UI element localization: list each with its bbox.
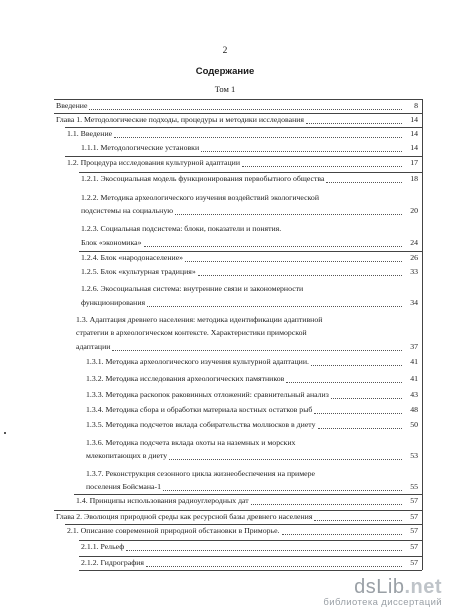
toc-entry-title: 1.2. Процедура исследования культурной адаптации: [67, 158, 241, 167]
toc-entry-page: 57: [410, 512, 418, 521]
leader-dots: [314, 510, 402, 521]
watermark: [323, 576, 442, 608]
toc-entry-page: 43: [410, 390, 418, 399]
toc-entry-title: 1.3. Адаптация древнего населения: методика идентификации адаптивной: [76, 315, 323, 324]
toc-entry-title: 1.3.5. Методика подсчетов вклада собирательства моллюсков в диету: [86, 420, 316, 429]
row-rule: [65, 524, 422, 525]
toc-entry-page: 50: [410, 420, 418, 429]
toc-entry-page: 14: [410, 115, 418, 124]
row-rule: [79, 540, 422, 541]
leader-dots: [126, 540, 402, 551]
leader-dots: [242, 156, 402, 167]
leader-dots: [251, 494, 402, 505]
toc-entry-page: 37: [410, 342, 418, 351]
toc-entry-title: 1.2.5. Блок «культурная традиция»: [81, 267, 196, 276]
toc-heading: Содержание: [195, 66, 255, 77]
toc-entry-page: 14: [410, 129, 418, 138]
leader-dots: [163, 480, 402, 491]
leader-dots: [169, 449, 402, 460]
volume-label: Том 1: [214, 84, 236, 94]
leader-dots: [147, 296, 402, 307]
toc-entry-title: Введение: [56, 101, 88, 110]
page-number: 2: [222, 46, 228, 56]
toc-entry-page: 18: [410, 174, 418, 183]
leader-dots: [326, 172, 402, 183]
toc-entry-title: Блок «экономика»: [81, 238, 142, 247]
toc-entry-title: 2.1.1. Рельеф: [81, 542, 125, 551]
toc-entry-title: стратегии в археологическом контексте. Характеристики приморской: [76, 328, 307, 337]
watermark-subtitle: библиотека диссертаций: [323, 597, 442, 608]
leader-dots: [331, 388, 402, 399]
toc-entry-page: 48: [410, 405, 418, 414]
leader-dots: [311, 355, 402, 366]
toc-entry-title: Глава 2. Эволюция природной среды как ресурсной базы древнего населения: [56, 512, 313, 521]
toc-entry-title: функционирования: [81, 298, 146, 307]
leader-dots: [185, 251, 402, 262]
toc-entry-page: 53: [410, 451, 418, 460]
toc-entry-page: 20: [410, 206, 418, 215]
leader-dots: [198, 265, 402, 276]
row-rule: [79, 251, 422, 252]
toc-entry-title: 1.2.6. Экосоциальная система: внутренние связи и закономерности: [81, 284, 304, 293]
row-rule: [54, 510, 422, 511]
toc-entry-title: млекопитающих в диету: [86, 451, 168, 460]
toc-entry-page: 26: [410, 253, 418, 262]
toc-entry-page: 33: [410, 267, 418, 276]
toc-entry-title: подсистемы на социальную: [81, 206, 174, 215]
toc-entry-title: поселения Бойсмана-1: [86, 482, 161, 491]
leader-dots: [114, 127, 402, 138]
leader-dots: [201, 141, 402, 152]
row-rule: [54, 113, 422, 114]
toc-entry-page: 14: [410, 143, 418, 152]
toc-entry-title: 1.3.6. Методика подсчета вклада охоты на наземных и морских: [86, 438, 296, 447]
toc-entry-title: 1.2.1. Экосоциальная модель функционирования первобытного общества: [81, 174, 325, 183]
leader-dots: [144, 236, 403, 247]
row-rule: [65, 156, 422, 157]
toc-entry-title: 1.2.3. Социальная подсистема: блоки, показатели и понятия.: [81, 224, 282, 233]
row-rule: [79, 570, 422, 571]
leader-dots: [89, 99, 402, 110]
toc-entry-page: 57: [410, 558, 418, 567]
scan-speck: [4, 432, 6, 434]
toc-entry-title: 1.1. Введение: [67, 129, 113, 138]
leader-dots: [282, 524, 402, 535]
toc-entry-page: 57: [410, 526, 418, 535]
leader-dots: [112, 340, 402, 351]
toc-entry-title: Глава 1. Методологические подходы, процедуры и методики исследования: [56, 115, 305, 124]
leader-dots: [146, 556, 402, 567]
leader-dots: [306, 113, 402, 124]
toc-entry-title: 1.2.2. Методика археологического изучения воздействий экологической: [81, 193, 319, 202]
toc-entry-title: 2.1.2. Гидрография: [81, 558, 145, 567]
toc-entry-title: 1.1.1. Методологические установки: [81, 143, 200, 152]
leader-dots: [314, 403, 402, 414]
leader-dots: [175, 204, 402, 215]
toc-entry-title: 1.2.4. Блок «народонаселение»: [81, 253, 184, 262]
toc-entry-title: 2.1. Описание современной природной обстановки в Приморье.: [67, 526, 280, 535]
toc-entry-page: 24: [410, 238, 418, 247]
row-rule: [79, 556, 422, 557]
toc-entry-page: 41: [410, 357, 418, 366]
toc-entry-title: адаптации: [76, 342, 111, 351]
toc-entry-page: 17: [410, 158, 418, 167]
toc-entry-title: 1.3.7. Реконструкция сезонного цикла жизнеобеспечения на примере: [86, 469, 315, 478]
row-rule: [54, 99, 422, 100]
toc-entry-page: 57: [410, 542, 418, 551]
toc-entry-title: 1.3.3. Методика раскопок раковинных отложений: сравнительный анализ: [86, 390, 329, 399]
row-rule: [65, 127, 422, 128]
toc-entry-title: 1.3.1. Методика археологического изучения культурной адаптации.: [86, 357, 309, 366]
toc-entry-title: 1.3.4. Методика сбора и обработки материала костных остатков рыб: [86, 405, 313, 414]
toc-entry-page: 34: [410, 298, 418, 307]
row-rule: [79, 172, 422, 173]
toc-entry-title: 1.3.2. Методика исследования археологических памятников: [86, 374, 285, 383]
row-rule: [74, 494, 422, 495]
toc-entry-page: 55: [410, 482, 418, 491]
column-rule: [422, 99, 423, 570]
toc-entry-page: 8: [414, 101, 418, 110]
watermark-logo: dsLib.net: [354, 576, 442, 598]
toc-entry-title: 1.4. Принципы использования радиоуглеродных дат: [76, 496, 249, 505]
toc-entry-page: 57: [410, 496, 418, 505]
leader-dots: [286, 372, 402, 383]
toc-entry-page: 41: [410, 374, 418, 383]
leader-dots: [318, 418, 403, 429]
